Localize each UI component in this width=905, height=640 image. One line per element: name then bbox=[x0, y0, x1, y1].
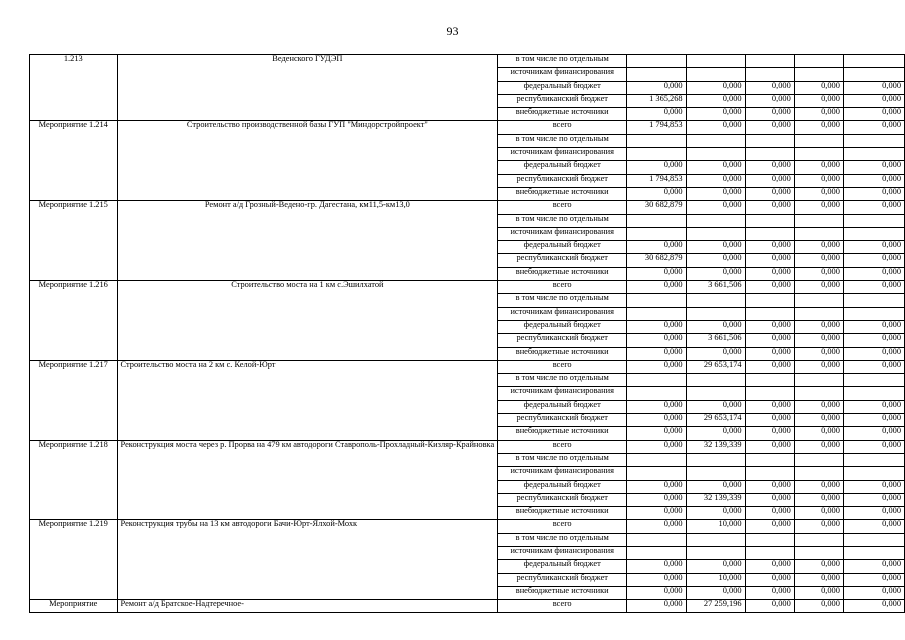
amount-cell: 0,000 bbox=[843, 108, 904, 121]
amount-cell: 0,000 bbox=[794, 507, 843, 520]
amount-cell: 0,000 bbox=[843, 334, 904, 347]
funding-source: всего bbox=[498, 440, 627, 453]
amount-cell bbox=[686, 214, 745, 227]
amount-cell: 0,000 bbox=[794, 586, 843, 599]
table-row bbox=[30, 360, 905, 373]
amount-cell bbox=[627, 453, 686, 466]
amount-cell: 0,000 bbox=[794, 81, 843, 94]
funding-source: источникам финансирования bbox=[498, 227, 627, 240]
funding-source: источникам финансирования bbox=[498, 307, 627, 320]
measure-code: Мероприятие 1.218 bbox=[30, 440, 118, 520]
amount-cell: 0,000 bbox=[627, 241, 686, 254]
amount-cell bbox=[686, 533, 745, 546]
amount-cell: 0,000 bbox=[794, 201, 843, 214]
amount-cell: 0,000 bbox=[843, 347, 904, 360]
amount-cell bbox=[686, 546, 745, 559]
amount-cell bbox=[794, 148, 843, 161]
amount-cell: 0,000 bbox=[745, 427, 794, 440]
amount-cell: 0,000 bbox=[627, 161, 686, 174]
amount-cell bbox=[627, 55, 686, 68]
amount-cell bbox=[794, 374, 843, 387]
amount-cell bbox=[843, 214, 904, 227]
amount-cell: 0,000 bbox=[843, 281, 904, 294]
measure-name: Веденского ГУДЭП bbox=[117, 55, 498, 121]
funding-source: источникам финансирования bbox=[498, 387, 627, 400]
amount-cell bbox=[745, 294, 794, 307]
amount-cell: 0,000 bbox=[843, 560, 904, 573]
amount-cell: 0,000 bbox=[794, 440, 843, 453]
amount-cell: 3 661,506 bbox=[686, 281, 745, 294]
amount-cell: 0,000 bbox=[627, 108, 686, 121]
amount-cell: 0,000 bbox=[794, 121, 843, 134]
amount-cell: 0,000 bbox=[745, 81, 794, 94]
amount-cell bbox=[843, 546, 904, 559]
amount-cell: 0,000 bbox=[794, 520, 843, 533]
amount-cell: 0,000 bbox=[686, 108, 745, 121]
amount-cell: 0,000 bbox=[686, 347, 745, 360]
funding-source: всего bbox=[498, 600, 627, 613]
amount-cell bbox=[843, 227, 904, 240]
amount-cell: 0,000 bbox=[843, 493, 904, 506]
amount-cell: 0,000 bbox=[794, 94, 843, 107]
funding-source: республиканский бюджет bbox=[498, 334, 627, 347]
amount-cell bbox=[745, 546, 794, 559]
amount-cell: 0,000 bbox=[843, 254, 904, 267]
amount-cell: 0,000 bbox=[627, 400, 686, 413]
amount-cell: 0,000 bbox=[627, 600, 686, 613]
amount-cell bbox=[745, 148, 794, 161]
funding-source: всего bbox=[498, 520, 627, 533]
amount-cell: 0,000 bbox=[686, 174, 745, 187]
amount-cell: 0,000 bbox=[686, 267, 745, 280]
amount-cell: 0,000 bbox=[843, 81, 904, 94]
amount-cell bbox=[745, 227, 794, 240]
funding-source: внебюджетные источники bbox=[498, 586, 627, 599]
amount-cell bbox=[794, 227, 843, 240]
amount-cell bbox=[794, 134, 843, 147]
funding-source: республиканский бюджет bbox=[498, 573, 627, 586]
amount-cell: 0,000 bbox=[627, 187, 686, 200]
amount-cell bbox=[745, 68, 794, 81]
amount-cell: 0,000 bbox=[843, 573, 904, 586]
funding-source: федеральный бюджет bbox=[498, 241, 627, 254]
funding-source: внебюджетные источники bbox=[498, 108, 627, 121]
amount-cell bbox=[627, 387, 686, 400]
amount-cell bbox=[794, 467, 843, 480]
amount-cell bbox=[627, 374, 686, 387]
amount-cell: 0,000 bbox=[627, 427, 686, 440]
amount-cell: 0,000 bbox=[843, 427, 904, 440]
amount-cell: 0,000 bbox=[794, 360, 843, 373]
amount-cell: 0,000 bbox=[745, 347, 794, 360]
funding-source: внебюджетные источники bbox=[498, 187, 627, 200]
amount-cell: 0,000 bbox=[627, 360, 686, 373]
table-row bbox=[30, 281, 905, 294]
amount-cell: 10,000 bbox=[686, 573, 745, 586]
funding-source: федеральный бюджет bbox=[498, 161, 627, 174]
amount-cell: 0,000 bbox=[843, 121, 904, 134]
amount-cell: 0,000 bbox=[627, 520, 686, 533]
funding-source: республиканский бюджет bbox=[498, 94, 627, 107]
funding-source: в том числе по отдельным bbox=[498, 453, 627, 466]
amount-cell: 0,000 bbox=[843, 520, 904, 533]
table-body bbox=[30, 55, 905, 613]
amount-cell bbox=[686, 387, 745, 400]
amount-cell: 0,000 bbox=[745, 187, 794, 200]
amount-cell bbox=[627, 227, 686, 240]
amount-cell: 1 365,268 bbox=[627, 94, 686, 107]
amount-cell bbox=[745, 214, 794, 227]
funding-source: в том числе по отдельным bbox=[498, 374, 627, 387]
funding-source: внебюджетные источники bbox=[498, 347, 627, 360]
amount-cell: 0,000 bbox=[794, 427, 843, 440]
amount-cell: 29 653,174 bbox=[686, 360, 745, 373]
amount-cell bbox=[627, 294, 686, 307]
amount-cell: 0,000 bbox=[843, 440, 904, 453]
amount-cell: 0,000 bbox=[794, 573, 843, 586]
amount-cell: 0,000 bbox=[627, 586, 686, 599]
amount-cell: 30 682,879 bbox=[627, 201, 686, 214]
amount-cell: 0,000 bbox=[686, 586, 745, 599]
amount-cell: 0,000 bbox=[686, 507, 745, 520]
funding-source: в том числе по отдельным bbox=[498, 294, 627, 307]
amount-cell: 0,000 bbox=[843, 480, 904, 493]
amount-cell bbox=[794, 307, 843, 320]
amount-cell: 0,000 bbox=[627, 440, 686, 453]
amount-cell: 10,000 bbox=[686, 520, 745, 533]
amount-cell bbox=[843, 294, 904, 307]
amount-cell: 0,000 bbox=[794, 600, 843, 613]
table-row bbox=[30, 121, 905, 134]
amount-cell: 0,000 bbox=[627, 507, 686, 520]
funding-source: всего bbox=[498, 281, 627, 294]
amount-cell bbox=[794, 546, 843, 559]
funding-source: федеральный бюджет bbox=[498, 320, 627, 333]
amount-cell: 0,000 bbox=[843, 174, 904, 187]
measure-name: Строительство моста на 2 км с. Келой-Юрт bbox=[117, 360, 498, 440]
amount-cell: 0,000 bbox=[794, 241, 843, 254]
amount-cell: 0,000 bbox=[745, 520, 794, 533]
measure-code: Мероприятие 1.214 bbox=[30, 121, 118, 201]
amount-cell: 0,000 bbox=[686, 400, 745, 413]
amount-cell bbox=[745, 387, 794, 400]
amount-cell: 0,000 bbox=[745, 507, 794, 520]
amount-cell bbox=[794, 533, 843, 546]
amount-cell bbox=[794, 55, 843, 68]
amount-cell: 0,000 bbox=[745, 360, 794, 373]
measure-code: Мероприятие 1.215 bbox=[30, 201, 118, 281]
amount-cell bbox=[627, 533, 686, 546]
amount-cell bbox=[745, 307, 794, 320]
table-row bbox=[30, 520, 905, 533]
amount-cell: 0,000 bbox=[627, 480, 686, 493]
amount-cell bbox=[627, 134, 686, 147]
amount-cell bbox=[745, 467, 794, 480]
amount-cell: 0,000 bbox=[745, 254, 794, 267]
amount-cell: 0,000 bbox=[745, 440, 794, 453]
amount-cell: 0,000 bbox=[686, 427, 745, 440]
amount-cell: 1 794,853 bbox=[627, 121, 686, 134]
amount-cell: 0,000 bbox=[794, 320, 843, 333]
amount-cell: 0,000 bbox=[627, 81, 686, 94]
amount-cell: 0,000 bbox=[794, 174, 843, 187]
funding-source: в том числе по отдельным bbox=[498, 533, 627, 546]
funding-source: в том числе по отдельным bbox=[498, 214, 627, 227]
amount-cell bbox=[843, 467, 904, 480]
amount-cell bbox=[627, 214, 686, 227]
funding-table bbox=[29, 54, 905, 613]
amount-cell: 0,000 bbox=[686, 320, 745, 333]
amount-cell: 0,000 bbox=[794, 267, 843, 280]
funding-source: источникам финансирования bbox=[498, 546, 627, 559]
funding-source: республиканский бюджет bbox=[498, 414, 627, 427]
amount-cell bbox=[794, 68, 843, 81]
amount-cell: 27 259,196 bbox=[686, 600, 745, 613]
amount-cell bbox=[686, 134, 745, 147]
measure-code: 1.213 bbox=[30, 55, 118, 121]
table-row bbox=[30, 440, 905, 453]
amount-cell: 0,000 bbox=[794, 347, 843, 360]
amount-cell: 0,000 bbox=[745, 560, 794, 573]
amount-cell: 0,000 bbox=[794, 400, 843, 413]
funding-source: республиканский бюджет bbox=[498, 174, 627, 187]
amount-cell: 0,000 bbox=[745, 174, 794, 187]
amount-cell: 0,000 bbox=[843, 320, 904, 333]
amount-cell: 29 653,174 bbox=[686, 414, 745, 427]
table-row bbox=[30, 55, 905, 68]
amount-cell bbox=[843, 148, 904, 161]
amount-cell: 0,000 bbox=[745, 414, 794, 427]
funding-source: в том числе по отдельным bbox=[498, 134, 627, 147]
amount-cell: 0,000 bbox=[627, 414, 686, 427]
amount-cell: 0,000 bbox=[745, 94, 794, 107]
amount-cell bbox=[745, 453, 794, 466]
funding-source: в том числе по отдельным bbox=[498, 55, 627, 68]
amount-cell bbox=[843, 55, 904, 68]
amount-cell: 0,000 bbox=[745, 586, 794, 599]
amount-cell: 0,000 bbox=[745, 267, 794, 280]
amount-cell: 0,000 bbox=[686, 81, 745, 94]
funding-source: всего bbox=[498, 360, 627, 373]
amount-cell: 0,000 bbox=[627, 281, 686, 294]
amount-cell: 0,000 bbox=[843, 414, 904, 427]
amount-cell bbox=[686, 307, 745, 320]
amount-cell bbox=[843, 453, 904, 466]
amount-cell bbox=[627, 467, 686, 480]
measure-name: Строительство моста на 1 км с.Эшилхатой bbox=[117, 281, 498, 361]
amount-cell bbox=[686, 294, 745, 307]
amount-cell: 0,000 bbox=[686, 201, 745, 214]
measure-name: Реконструкция моста через р. Прорва на 479 км автодороги Ставрополь-Прохладный-Кизляр-Крайновка bbox=[117, 440, 498, 520]
amount-cell bbox=[745, 134, 794, 147]
amount-cell: 0,000 bbox=[794, 281, 843, 294]
measure-code: Мероприятие bbox=[30, 600, 118, 613]
amount-cell: 0,000 bbox=[843, 161, 904, 174]
amount-cell: 0,000 bbox=[843, 400, 904, 413]
amount-cell: 0,000 bbox=[745, 600, 794, 613]
measure-name: Ремонт а/д Грозный-Ведено-гр. Дагестана, км11,5-км13,0 bbox=[117, 201, 498, 281]
amount-cell: 0,000 bbox=[745, 480, 794, 493]
measure-code: Мероприятие 1.216 bbox=[30, 281, 118, 361]
amount-cell bbox=[843, 68, 904, 81]
amount-cell bbox=[843, 134, 904, 147]
amount-cell bbox=[794, 294, 843, 307]
amount-cell: 0,000 bbox=[843, 267, 904, 280]
funding-source: внебюджетные источники bbox=[498, 427, 627, 440]
amount-cell: 0,000 bbox=[745, 161, 794, 174]
amount-cell bbox=[686, 453, 745, 466]
measure-code: Мероприятие 1.217 bbox=[30, 360, 118, 440]
amount-cell: 0,000 bbox=[745, 121, 794, 134]
amount-cell: 0,000 bbox=[843, 360, 904, 373]
amount-cell: 0,000 bbox=[686, 241, 745, 254]
amount-cell bbox=[843, 307, 904, 320]
amount-cell bbox=[686, 148, 745, 161]
amount-cell: 0,000 bbox=[794, 560, 843, 573]
funding-source: внебюджетные источники bbox=[498, 507, 627, 520]
amount-cell: 0,000 bbox=[627, 493, 686, 506]
table-row bbox=[30, 600, 905, 613]
measure-name: Ремонт а/д Братское-Надтеречное- bbox=[117, 600, 498, 613]
table-row bbox=[30, 201, 905, 214]
amount-cell bbox=[627, 307, 686, 320]
amount-cell: 0,000 bbox=[627, 320, 686, 333]
amount-cell: 0,000 bbox=[794, 254, 843, 267]
amount-cell: 0,000 bbox=[843, 586, 904, 599]
measure-name: Строительство производственной базы ГУП "Миндорстройпроект" bbox=[117, 121, 498, 201]
amount-cell: 0,000 bbox=[745, 241, 794, 254]
amount-cell: 0,000 bbox=[794, 334, 843, 347]
amount-cell: 0,000 bbox=[794, 187, 843, 200]
amount-cell: 0,000 bbox=[794, 480, 843, 493]
amount-cell: 0,000 bbox=[843, 600, 904, 613]
amount-cell bbox=[745, 55, 794, 68]
amount-cell: 0,000 bbox=[843, 187, 904, 200]
funding-source: источникам финансирования bbox=[498, 148, 627, 161]
amount-cell bbox=[843, 533, 904, 546]
amount-cell bbox=[843, 374, 904, 387]
amount-cell bbox=[794, 214, 843, 227]
amount-cell bbox=[627, 68, 686, 81]
amount-cell: 0,000 bbox=[794, 108, 843, 121]
amount-cell: 0,000 bbox=[745, 108, 794, 121]
amount-cell bbox=[686, 68, 745, 81]
amount-cell: 0,000 bbox=[843, 507, 904, 520]
amount-cell: 0,000 bbox=[745, 493, 794, 506]
funding-source: федеральный бюджет bbox=[498, 560, 627, 573]
amount-cell: 0,000 bbox=[745, 334, 794, 347]
amount-cell: 1 794,853 bbox=[627, 174, 686, 187]
amount-cell: 32 139,339 bbox=[686, 440, 745, 453]
amount-cell: 0,000 bbox=[843, 94, 904, 107]
amount-cell: 0,000 bbox=[794, 414, 843, 427]
amount-cell: 0,000 bbox=[843, 201, 904, 214]
amount-cell bbox=[686, 374, 745, 387]
funding-source: республиканский бюджет bbox=[498, 254, 627, 267]
amount-cell: 0,000 bbox=[745, 281, 794, 294]
amount-cell bbox=[843, 387, 904, 400]
amount-cell: 32 139,339 bbox=[686, 493, 745, 506]
amount-cell: 0,000 bbox=[627, 560, 686, 573]
amount-cell: 0,000 bbox=[686, 560, 745, 573]
amount-cell: 0,000 bbox=[686, 121, 745, 134]
measure-name: Реконструкция трубы на 13 км автодороги Бачи-Юрт-Ялхой-Мохк bbox=[117, 520, 498, 600]
amount-cell bbox=[686, 55, 745, 68]
funding-source: источникам финансирования bbox=[498, 467, 627, 480]
amount-cell bbox=[627, 546, 686, 559]
amount-cell: 0,000 bbox=[686, 94, 745, 107]
amount-cell: 30 682,879 bbox=[627, 254, 686, 267]
funding-source: всего bbox=[498, 121, 627, 134]
funding-source: федеральный бюджет bbox=[498, 400, 627, 413]
page-number: 93 bbox=[446, 24, 459, 38]
amount-cell: 0,000 bbox=[745, 400, 794, 413]
amount-cell: 0,000 bbox=[843, 241, 904, 254]
amount-cell bbox=[794, 387, 843, 400]
amount-cell: 0,000 bbox=[686, 187, 745, 200]
amount-cell: 3 661,506 bbox=[686, 334, 745, 347]
amount-cell bbox=[794, 453, 843, 466]
funding-source: источникам финансирования bbox=[498, 68, 627, 81]
funding-source: федеральный бюджет bbox=[498, 480, 627, 493]
amount-cell bbox=[686, 467, 745, 480]
amount-cell: 0,000 bbox=[627, 267, 686, 280]
measure-code: Мероприятие 1.219 bbox=[30, 520, 118, 600]
amount-cell bbox=[686, 227, 745, 240]
amount-cell: 0,000 bbox=[745, 201, 794, 214]
amount-cell: 0,000 bbox=[794, 161, 843, 174]
amount-cell: 0,000 bbox=[745, 573, 794, 586]
amount-cell: 0,000 bbox=[627, 334, 686, 347]
amount-cell: 0,000 bbox=[794, 493, 843, 506]
amount-cell: 0,000 bbox=[686, 480, 745, 493]
amount-cell: 0,000 bbox=[627, 347, 686, 360]
amount-cell bbox=[627, 148, 686, 161]
amount-cell: 0,000 bbox=[686, 254, 745, 267]
funding-source: внебюджетные источники bbox=[498, 267, 627, 280]
funding-source: всего bbox=[498, 201, 627, 214]
funding-source: федеральный бюджет bbox=[498, 81, 627, 94]
amount-cell: 0,000 bbox=[686, 161, 745, 174]
funding-source: республиканский бюджет bbox=[498, 493, 627, 506]
amount-cell bbox=[745, 374, 794, 387]
amount-cell: 0,000 bbox=[627, 573, 686, 586]
amount-cell: 0,000 bbox=[745, 320, 794, 333]
amount-cell bbox=[745, 533, 794, 546]
